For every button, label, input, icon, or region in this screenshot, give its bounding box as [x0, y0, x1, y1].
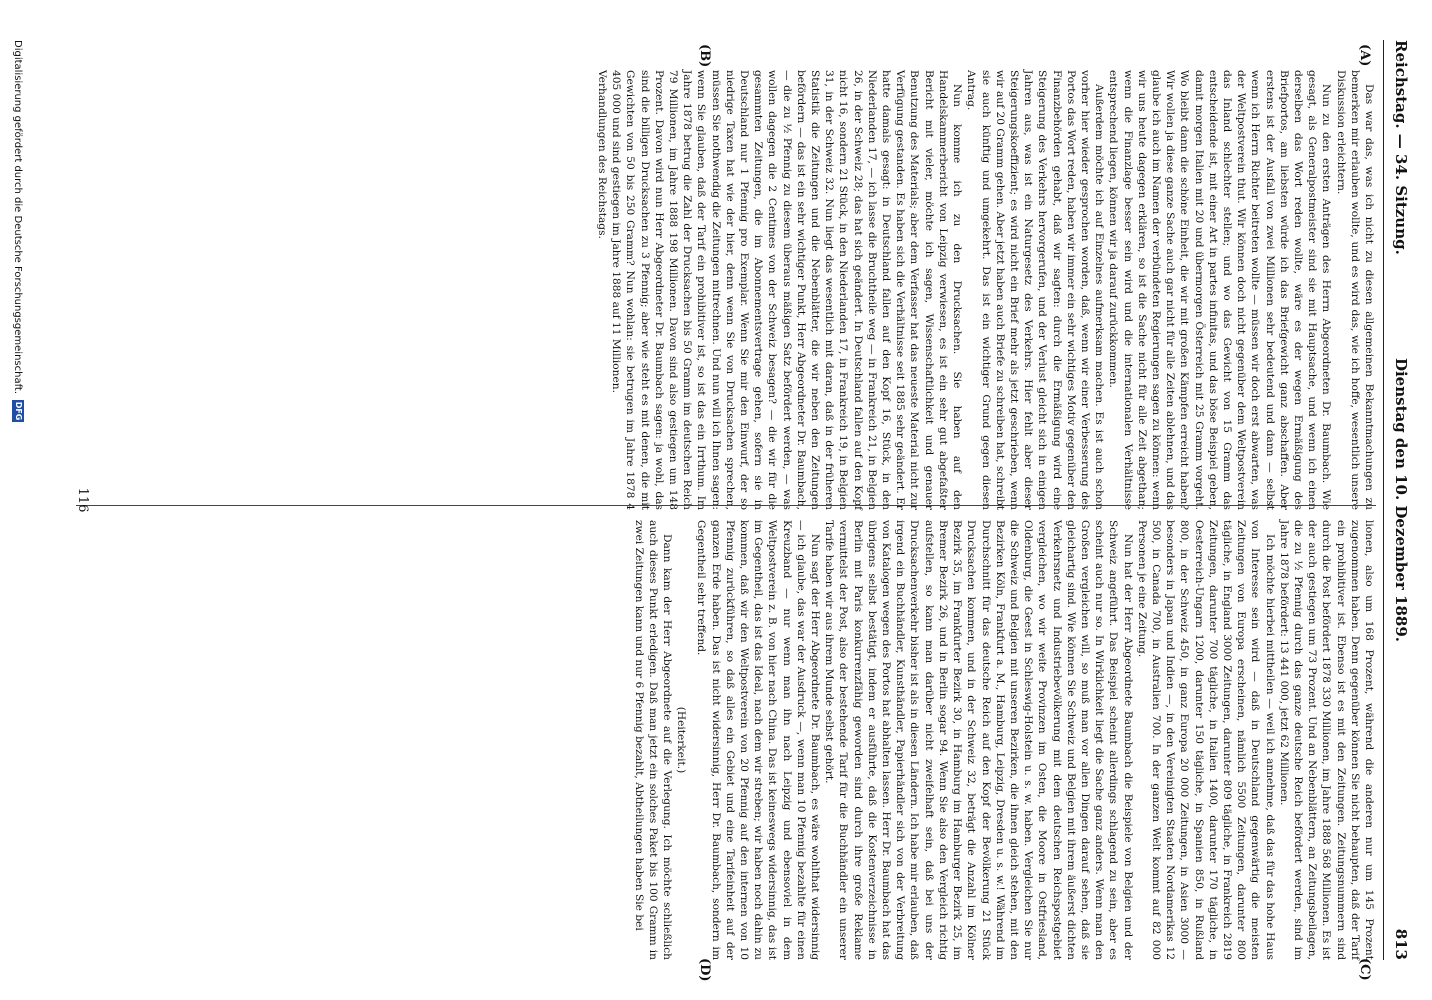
footer-note: Verhandlungen des Reichstags. — [596, 70, 609, 239]
paragraph: Nun komme ich zu den Drucksachen. Sie haben auf den Handelskammerbericht von Leipzig verwiesen, es ist ein sehr gut abgefaßter Bericht mit vieler, möchte ich sagen, Wissenschaftlichkeit und genauer Benutzung des Materials; aber dem Verfasser hat das neueste Material nicht zur Verfügung gestanden. Es haben sich die Verhältnisse seit 1885 sehr geändert. Er hatte damals gesagt: in Deutschland fallen auf den Kopf 16, Stück, in den Niederlanden 17, — ich lasse die Bruchtheile weg — in Frankreich 21, in Belgien 26, in der Schweiz 28; das hat sich geändert. In Deutschland fallen auf den Kopf nicht 16, sondern 21 Stück, in den Niederlanden 17, in Frankreich 19, in Belgien 31, in der Schweiz 32. Nun liegt das wesentlich mit daran, daß in der früheren Statistik die Zeitungen und die Nebenblätter, die wir neben den Zeitungen befördern — das ist ein sehr wichtiger Punkt, Herr Abgeordneter Dr. Baumbach, — die zu ½ Pfennig zu diesem überaus mäßigen Satz befördert werden, — was wollen dagegen die 2 Centimes von der Schweiz besagen? — die wir für die gesammten Zeitungen, die im Abonnementsvertrage gehen, sofern sie in Deutschland nur 1 Pfennig pro Exemplar. Wenn Sie mir den Einwurf, der so niedrige Taxen hat wie der hier, denn wenn Sie von Drucksachen sprechen, müssen Sie nothwendig die Zeitungen mitrechnen. Und nun will ich Ihnen sagen: wenn Sie glauben, daß der Tarif ein prohibitiver ist, so ist das ein Irrthum. Im Jahre 1878 betrug die Zahl der Drucksachen bis 50 Gramm im deutschen Reich 79 Millionen, im Jahre 1888 198 Millionen. Davon sind also gestiegen um 148 Prozent. Davon wird nun Herr Abgeordneter Dr. Baumbach sagen: ja wohl, das sind die billigen Drucksachen zu 3 Pfennig; aber wie steht es mit denen, die mit Gewichten von 50 bis 250 Gramm? Nun wohlan: sie betrugen im Jahre 1878 4 405 000 und sind gestiegen im Jahre 1888 auf 11 Millionen. — [610, 70, 964, 510]
left-column — [595, 70, 1376, 510]
paragraph: Nun zu den ersten Anträgen des Herrn Abgeordneten Dr. Baumbach. Wie gesagt, als Generalpostmeister sind sie mit Hauptsache, und wenn ich einen derselben das Wort reden wollte, wäre es der wegen Ermäßigung des Briefportos, am liebsten würde ich das Briefgewicht ganz abschaffen. Aber erstens ist der Ausfall von zwei Millionen sehr bedeutend und dann — selbst wenn ich Herrn Richter beitreten wollte — müssen wir doch erst abwarten, was der Weltpostverein thut. Wir können doch nicht gegenüber dem Weltpostverein das Inland schlechter stellen; und wo das Gewicht von 15 Gramm das entscheidende ist, mit einer Art in partes infinitas, und das böse Beispiel geben, damit morgen Italien mit 20 und übermorgen Österreich mit 25 Gramm vorgeht. Wo bleibt dann die schöne Einheit, die wir mit großen Kämpfen erreicht haben? Wir wollen ja diese ganze Sache auch gar nicht für alle Zeiten ablehnen, und das glaube ich auch im Namen der verbündeten Regierungen sagen zu können: wenn wir uns heute dagegen erklären, so ist die Sache nicht für alle Zeit abgethan; wenn die Finanzlage besser sein wird und die internationalen Verhältnisse entsprechend liegen, können wir ja darauf zurückkommen. — [1107, 70, 1333, 510]
running-header — [1386, 40, 1410, 960]
paragraph: Nun sagt der Herr Abgeordnete Dr. Baumbach, es wäre wohlthat widersinnig — ich glaube, das war der Ausdruck —, wenn man 10 Pfennig bezahlte für einen Kreuzband — nur wenn man ihn nach Leipzig und ebensoviel in dem Weltpostverein z. B. von hier nach China. Das ist keineswegs widersinnig, das ist im Gegentheil, das ist das Ideal, nach dem wir streben; wir haben noch dahin zu kommen, daß wir den Weltpostverein von 20 Pfennig auf den internen von 10 Pfennig zurückführen, so daß alles ein Gebiet und eine Tarifeinheit auf der ganzen Erde haben. Das ist nicht widersinnig, Herr Dr. Baumbach, sondern im Gegentheil sehr treffend. — [695, 520, 822, 960]
margin-marker-a: (A) — [1357, 44, 1372, 67]
footer-text: Digitalisierung gefördert durch die Deutsche Forschungsgemeinschaft. — [12, 40, 24, 395]
column-divider — [76, 505, 1376, 506]
header-rule — [1383, 40, 1384, 960]
header-left: Reichstag. — 34. Sitzung. — [1392, 40, 1410, 255]
right-column — [631, 520, 1376, 960]
paragraph: Nun hat der Herr Abgeordnete Baumbach die Beispiele von Belgien und der Schweiz angeführt. Das Beispiel scheint allerdings schlagend zu sein, aber es scheint auch nur so. In Wirklichkeit liegt die Sache ganz anders. Wenn man den Großen vergleichen will, so muß man vor allen Dingen darauf sehen, daß sie gleichartig sind. Wie können Sie Schweiz und Belgien mit ihrem äußerst dichten Verkehrsnetz und Industriebevölkerung mit dem deutschen Reichspostgebiet vergleichen, wo wir weite Provinzen im Osten, die Moore in Ostfriesland, Oldenburg, die Geest in Schleswig-Holstein u. s. w. haben. Vergleichen Sie nur die Schweiz und Belgien mit unseren Bezirken, die ihnen gleich stehen, mit den Bezirken Köln, Frankfurt a. M., Hamburg, Leipzig, Dresden u. s. w.! Während im Durchschnitt für das deutsche Reich auf den Kopf der Bevölkerung 21 Stück Drucksachen kommen, und in der Schweiz 32, beträgt die Anzahl im Kölner Bezirk 35, im Frankfurter Bezirk 30, in Hamburg im Hamburger Bezirk 25, im Bremer Bezirk 26, und in Berlin sogar 94. Wenn Sie also den Vergleich richtig aufstellen, so kann man darüber nicht zweifelhaft sein, daß bei uns der Drucksachenverkehr bisher ist als in diesen Ländern. Ich habe mir erlauben, daß irgend ein Buchhändler, Kunsthändler, Papierhändler sich von der Verbreitung von Katalogen wegen des Portos hat abhalten lassen. Herr Dr. Baumbach hat das übrigens selbst bestätigt, indem er ausführte, daß die Kostenverzeichnisse in Berlin mit Paris konkurrenzfähig geworden sind durch ihre große Reklame vermittelst der Post, also der bestehende Tarif für die Buchhändler ein unserer Tarife haben wir aus ihrem Munde selbst gehört. — [823, 520, 1134, 960]
paragraph: Ich möchte hierbei mittheilen — weil ich annehme, daß das für das hohe Haus von Interesse sein wird — daß in Deutschland gegenwärtig die meisten Zeitungen von Europa erscheinen, nämlich 5500 Zeitungen, darunter 800 tägliche, in England 3000 Zeitungen, darunter 809 tägliche, in Frankreich 2819 Zeitungen, darunter 700 tägliche, in Italien 1400, darunter 170 tägliche, in Oesterreich-Ungarn 1200, darunter 150 tägliche, in Spanien 850, in Rußland 800, in der Schweiz 450, in ganz Europa 20 000 Zeitungen, in Asien 3000 — besonders in Japan und Indien —, in den Vereinigten Staaten Nordamerikas 12 500, in Canada 700, in Australien 700. In der ganzen Welt kommt auf 82 000 Personen je eine Zeitung. — [1135, 520, 1276, 960]
margin-marker-b: (B) — [697, 44, 712, 68]
paragraph: Das war das, was ich nicht zu diesen allgemeinen Bekanntmachungen zu bemerken mir erlauben wollte, und es wird das, wie ich hoffe, wesentlich unsere Diskussion erleichtern. — [1334, 70, 1375, 510]
dfg-logo-icon: DFG — [14, 401, 23, 421]
digitization-footer — [12, 40, 24, 422]
paragraph: Dann kam der Herr Abgeordnete auf die Verlegung. Ich möchte schließlich auch dieses Punkt erledigen. Daß man jetzt ein solches Paket bis 100 Gramm in zwei Zeitungen kann und nur 6 Pfennig bezahlt, Abtheilungen haben Sie bei — [632, 520, 674, 960]
header-center: Dienstag den 10. Dezember 1889. — [1392, 357, 1410, 643]
page-number: 116 — [75, 487, 90, 513]
paragraph: Außerdem möchte ich auf Einzelnes aufmerksam machen. Es ist auch schon vorher hier wieder gesprochen worden, daß, wenn wir einer Verbesserung des Portos das Wort reden, haben wir immer ein sehr wichtiges Motiv gegenüber den Finanzbehörden gehabt, daß wir sagten: durch die Ermäßigung wird eine Steigerung des Verkehrs hervorgerufen, und der Verlust gleicht sich in einigen Jahren aus, was ist ein Naturgesetz des Verkehrs. Hier fehlt aber dieser Steigerungskoeffizient; es wird nicht ein Brief mehr als jetzt geschrieben, wenn wir auf 20 Gramm gehen. Aber jetzt haben auch Briefe zu schreiben hat, schreibt sie auch künftig und umgekehrt. Das ist ein wichtiger Grund gegen diesen Antrag. — [965, 70, 1106, 510]
paragraph: lionen, also um 168 Prozent, während die anderen nur um 145 Prozent zugenommen haben. Denn gegenüber können Sie nicht behaupten, daß der Tarif ein prohibitiver ist. Ebenso ist es mit den Zeitungen. Zeitungsnummern sind durch die Post befördert 1878 330 Millionen, im Jahre 1888 568 Millionen. Es ist der auch gestiegen um 73 Prozent. Und an Nebenblättern, an Zeitungsbeilagen, die zu ½ Pfennig durch das ganze deutsche Reich befördert werden, sind im Jahre 1878 befördert: 13 441 000, jetzt 62 Millionen. — [1277, 520, 1375, 960]
margin-marker-c: (C) — [1357, 958, 1372, 981]
interjection: (Heiterkeit.) — [675, 706, 688, 774]
margin-marker-d: (D) — [697, 958, 712, 982]
header-page-number: 813 — [1392, 928, 1410, 960]
